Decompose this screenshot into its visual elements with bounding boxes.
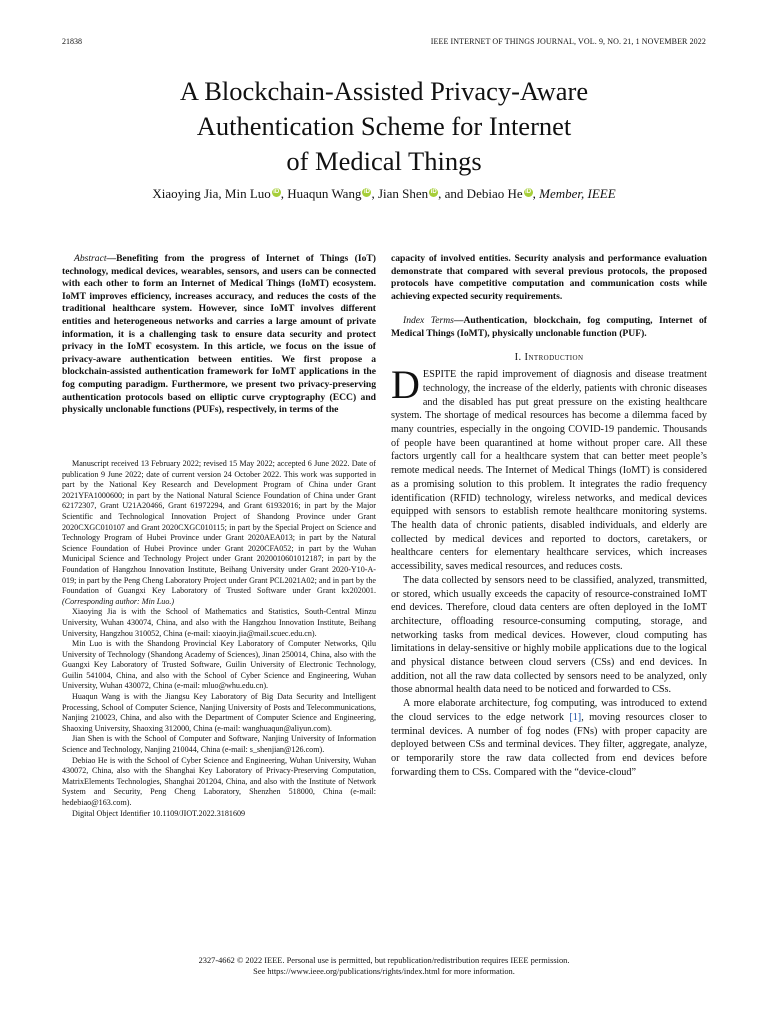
abstract-text: —Benefiting from the progress of Internet of Things (IoT) technology, medical devices, wearables, sensors, and users can be connected with each other to form an Internet of Medical Things (IoMT) ecosystem. IoMT improves efficiency, increases accuracy, and reduces the costs of the traditional healthcare system. However, since IoMT involves different entities and heterogeneous networks and carries a large amount of private information, it is a challenging task to ensure data security and protect privacy in the IoMT ecosystem. In this article, we focus on the issue of privacy-aware authentication between entities. We first propose a blockchain-assisted authentication framework for IoMT applications in the fog computing paradigm. Furthermore, we present two privacy-preserving authentication protocols based on elliptic curve cryptography (ECC) and physically unclonable functions (PUFs), respectively, in terms of the (62, 253, 376, 416)
author-5: , and Debiao He (438, 186, 523, 201)
section-numeral: I. (514, 351, 525, 363)
index-terms-lead: Index Terms (403, 315, 454, 327)
author-3: , Huaqun Wang (280, 186, 362, 201)
corresponding-author: (Corresponding author: Min Luo.) (62, 596, 175, 606)
footnote-affiliation-wang: Huaqun Wang is with the Jiangsu Key Laboratory of Big Data Security and Intelligent Processing, School of Computer Science, Nanjing University of Posts and Telecommunications, Nanjing 210023, China, and also with the Department of Computer Science and Engineering, Shaoxing University, Shaoxing 312000, China (e-mail: wanghuaqun@aliyun.com). (62, 692, 376, 733)
footnote-funding: Manuscript received 13 February 2022; revised 15 May 2022; accepted 6 June 2022. Date of publication 9 June 2022; date of current version 24 October 2022. This work was supported in part by the National Key Research and Development Program of China under Grant 2021YFA1000600; in part by the National Natural Science Foundation of China under Grant 62172307, Grant U21A20466, Grant 61972294, and Grant 61932016; in part by the Major Scientific and Technological Innovation Project of Shandong Province under Grant 2020CXGC010107 and Grant 2020CXGC010115; in part by the Special Project on Science and Technology Program of Hubei Province under Grant 2020AEA013; in part by the Natural Science Foundation of Hubei Province under Grant 2020CFA052; in part by the Wuhan Municipal Science and Technology Project under Grant 2020010601012187; in part by the Foundation of Hangzhou Innovation Institute, Beihang University under Grant 2020-Y10-A-019; in part by the Peng Cheng Laboratory Project under Grant PCL2021A02; and in part by the Foundation of Guangxi Key Laboratory of Trusted Software under Grant kx202001. (62, 459, 376, 596)
drop-cap: D (391, 362, 420, 408)
orcid-icon[interactable]: iD (525, 188, 532, 195)
journal-header: IEEE INTERNET OF THINGS JOURNAL, VOL. 9, NO. 21, 1 NOVEMBER 2022 (430, 37, 706, 46)
citation-link[interactable]: [1] (569, 711, 582, 723)
footnote-affiliation-shen: Jian Shen is with the School of Computer and Software, Nanjing University of Information Science and Technology, Nanjing 210044, China (e-mail: s_shenjian@126.com). (62, 734, 376, 755)
footnote-doi: Digital Object Identifier 10.1109/JIOT.2022.3181609 (72, 808, 246, 818)
intro-paragraph-3-text-b: , moving resources closer to terminal devices. A number of fog nodes (FNs) with proper capacity are deployed between CSs and terminal devices. They filter, aggregate, analyze, or temporarily store the raw data collected from end devices before forwarding them to CSs. Compared with the “device-cloud” (391, 711, 707, 778)
footnote-manuscript (62, 459, 376, 607)
intro-paragraph-3 (391, 697, 707, 779)
author-list (62, 186, 706, 202)
section-title: Introduction (524, 351, 584, 363)
title-line-1: A Blockchain-Assisted Privacy-Aware (179, 76, 589, 106)
orcid-icon[interactable]: iD (430, 188, 437, 195)
intro-paragraph-1 (391, 362, 707, 574)
page-number: 21838 (62, 37, 82, 46)
footnote-affiliation-he: Debiao He is with the School of Cyber Science and Engineering, Wuhan University, Wuhan 430072, China, also with the Shanghai Key Laboratory of Privacy-Preserving Computation, MatrixElements Technologies, Shanghai 201204, China, and also with the Institute of Network System and Security, Peng Cheng Laboratory, Shenzhen 518000, China (e-mail: hedebiao@163.com). (62, 755, 376, 807)
orcid-icon[interactable]: iD (273, 188, 280, 195)
section-heading-introduction (391, 351, 707, 365)
author-4: , Jian Shen (371, 186, 429, 201)
author-1-2: Xiaoying Jia, Min Luo (152, 186, 271, 201)
title-line-3: of Medical Things (286, 146, 482, 176)
footnote-affiliation-jia: Xiaoying Jia is with the School of Mathematics and Statistics, South-Central Minzu University, Wuhan 430074, China, and also with the Hangzhou Innovation Institute, Beihang University, Hangzhou 310052, China (e-mail: xiaoyin.jia@mail.scuec.edu.cn). (62, 607, 376, 638)
title-line-2: Authentication Scheme for Internet (196, 111, 572, 141)
right-column (391, 253, 707, 779)
footnote-affiliation-luo: Min Luo is with the Shandong Provincial Key Laboratory of Computer Networks, Qilu University of Technology (Shandong Academy of Sciences), Jinan 250014, China, also with the Guangxi Key Laboratory of Trusted Software, Guilin University of Electronic Technology, Guilin 541004, China, and also with the School of Cyber Science and Engineering, Wuhan University, Wuhan 430072, China (e-mail: mluo@whu.edu.cn). (62, 639, 376, 691)
abstract (62, 253, 376, 417)
left-column (62, 253, 376, 417)
intro-paragraph-2: The data collected by sensors need to be classified, analyzed, transmitted, or stored, which usually exceeds the capacity of resource-constrained IoMT end devices. Therefore, cloud data centers are often deployed in the IoMT architecture, offloading resource-consuming computing, storage, and networking tasks from medical devices. However, cloud computing has limitations in delay-sensitive or highly mobile applications due to the logical and physical distance between cloud servers (CSs) and end devices. In addition, not all the raw data collected by sensors need to be analyzed, only those abnormal health data need to be noticed and forwarded to CSs. (391, 574, 707, 696)
index-terms (391, 315, 707, 340)
author-membership: , Member, IEEE (532, 186, 616, 201)
index-terms-text: —Authentication, blockchain, fog computing, Internet of Medical Things (IoMT), physically unclonable function (PUF). (391, 315, 708, 339)
abstract-continued: capacity of involved entities. Security analysis and performance evaluation demonstrate that compared with several previous protocols, the proposed protocols have competitive computation and communication costs while achieving expected security requirements. (391, 253, 707, 302)
rights-line: See https://www.ieee.org/publications/rights/index.html for more information. (253, 967, 515, 976)
abstract-lead: Abstract (74, 253, 107, 264)
orcid-icon[interactable]: iD (363, 188, 370, 195)
copyright-footer (62, 955, 706, 977)
intro-paragraph-3-text-a: A more elaborate architecture, fog computing, was introduced to extend the cloud services to the edge network (391, 698, 707, 723)
footnotes (62, 459, 376, 819)
paper-title (62, 74, 706, 179)
intro-paragraph-1-text: ESPITE the rapid improvement of diagnosis and disease treatment technology, the increase of the elderly, patients with chronic diseases and the disabled has put great pressure on the existing healthcare system. The shortage of medical resources has become a dilemma faced by many countries, especially in the ongoing COVID-19 pandemic. Thousands of people have been quarantined at home without proper care. All these factors urgently call for a healthcare system that can better meet people’s remote medical needs. The Internet of Medical Things (IoMT) is considered as a promising solution to this problem. It integrates the radio frequency identification (RFID) technology, wireless networks, and medical devices equipped with sensors to establish remote healthcare monitoring systems. The health data of chronic patients, disabled individuals, and elderly are collected by medical devices and reported to doctors, caretakers, or healthcare centers for elementary healthcare services, which increases accessibility, saves medical resources, and reduces costs. (391, 369, 707, 573)
copyright-line: 2327-4662 © 2022 IEEE. Personal use is permitted, but republication/redistribution requires IEEE permission. (198, 956, 570, 965)
